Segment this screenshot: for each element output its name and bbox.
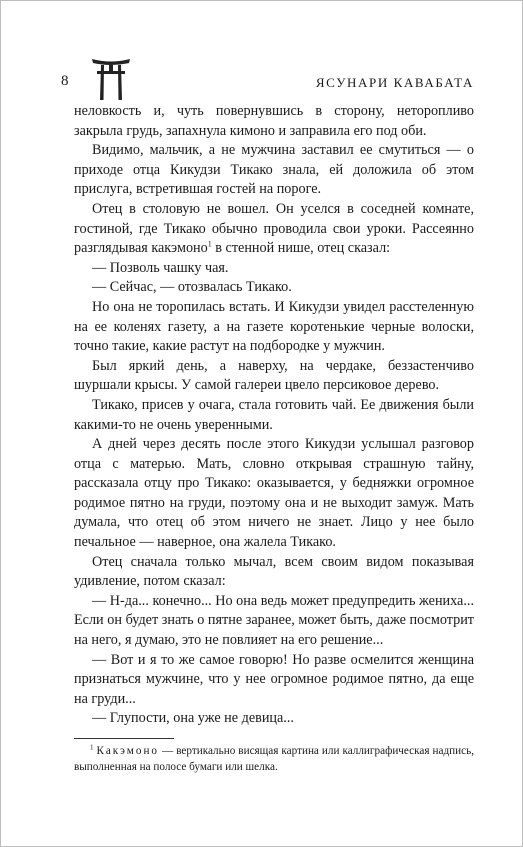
paragraph-text: Отец в столовую не вошел. Он уселся в соседней комнате, гостиной, где Тикако обычно проводила свои уроки. Рассеянно разглядывая какэмоно	[74, 200, 474, 257]
footnote-divider	[74, 738, 174, 739]
paragraph-text: в стенной нише, отец сказал:	[211, 240, 391, 257]
page-number: 8	[61, 73, 69, 89]
torii-gate-icon	[91, 53, 131, 101]
paragraph: Отец сначала только мычал, всем своим видом показывая удивление, потом сказал:	[74, 553, 474, 590]
footnote-term: Какэмоно	[96, 745, 160, 757]
paragraph: неловкость и, чуть повернувшись в сторону, неторопливо закрыла грудь, запахнула кимоно и заправила его под оби.	[74, 103, 474, 139]
paragraph: А дней через десять после этого Кикудзи услышал разговор отца с матерью. Мать, словно открывая страшную тайну, рассказала отцу про Тикако: оказывается, у бедняжки огромное родимое пятно на груди, поэтому она и не выходит замуж. Мать думала, что отец об этом ничего не знает. Лицо у нее было печальное — наверное, она жалела Тикако.	[74, 436, 474, 551]
footnote-mark: 1	[90, 743, 94, 752]
paragraph	[74, 200, 474, 259]
paragraph: Но она не торопилась встать. И Кикудзи увидел расстеленную на ее коленях газету, а на газете коротенькие черные волоски, точно такие, какие растут на подбородке у мужчин.	[74, 298, 474, 355]
footnote	[74, 744, 474, 775]
paragraph: — Н-да... конечно... Но она ведь может предупредить жениха... Если он будет знать о пятне заранее, может быть, даже посмотрит на него, я думаю, это не повлияет на его решение...	[74, 592, 474, 649]
paragraph: — Вот и я то же самое говорю! Но разве осмелится женщина признаться мужчине, что у нее огромное родимое пятно, да еще на груди...	[74, 651, 474, 707]
footnote-reference[interactable]: 1	[207, 239, 212, 249]
paragraph: — Сейчас, — отозвалась Тикако.	[92, 279, 292, 296]
paragraph: — Глупости, она уже не девица...	[92, 710, 294, 727]
paragraph: — Позволь чашку чая.	[92, 259, 229, 276]
paragraph: Был яркий день, а наверху, на чердаке, беззастенчиво шуршали крысы. У самой галереи цвело персиковое дерево.	[74, 357, 474, 394]
paragraph: Тикако, присев у очага, стала готовить чай. Ее движения были какими-то не очень уверенными.	[74, 396, 474, 433]
paragraph: Видимо, мальчик, а не мужчина заставил ее смутиться — о приходе отца Кикудзи Тикако знала, ей доложила об этом прислуга, встретившая гостей на пороге.	[74, 142, 474, 198]
main-text	[74, 102, 474, 729]
page-header	[61, 53, 474, 103]
running-title: ЯСУНАРИ КАВАБАТА	[315, 75, 474, 90]
footnote-text: — вертикально висящая картина или каллиграфическая надпись, выполненная на полосе бумаги или шелка.	[74, 745, 474, 773]
